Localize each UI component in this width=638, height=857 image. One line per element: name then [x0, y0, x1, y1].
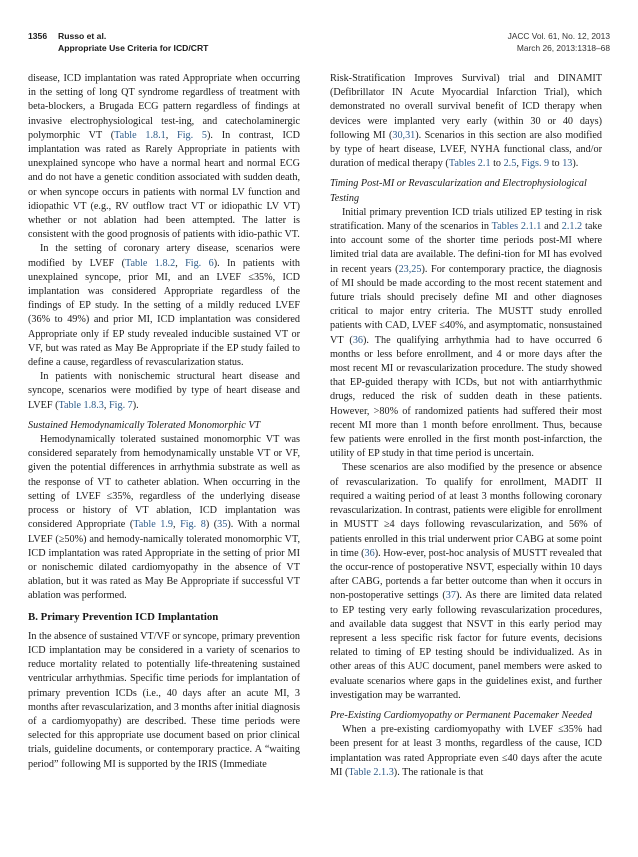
- text-run: ). In contrast, ICD implantation was rated as Rarely Appropriate in patients with unexplained syncope who have a normal heart and normal ECG and do not have a genetic condition associated with sudden death, or when syncope occurs in patients with normal LV function and idiopathic VT (e.g., RV outflow tract VT or idiopathic LV VT) whether or not ablation had been attempted. The latter is consistent with the good prognosis of patients with idio-pathic VT.: [28, 129, 301, 241]
- cross-reference-link[interactable]: Tables 2.1: [448, 158, 491, 170]
- text-run: ). How-ever, post-hoc analysis of MUSTT revealed that the occur-rence of postoperative NSVT, especially within 10 days after CABG, portends a far better outcome than when it occurs in non-postoperative settings (: [330, 547, 602, 602]
- text-run: ).: [572, 158, 579, 170]
- text-run: When a pre-existing cardiomyopathy with LVEF ≤35% had been present for at least 3 months, regardless of the cause, ICD implantation was rated Appropriate even ≤40 days after the acute MI (: [330, 724, 602, 778]
- text-run: ,: [516, 158, 522, 170]
- paragraph: [330, 72, 602, 171]
- text-run: In the setting of coronary artery disease, scenarios were modified by LVEF (: [28, 243, 300, 269]
- text-run: ). Scenarios in this section are also modified by type of heart disease, LVEF, NYHA functional class, and/or duration of medical therapy (: [330, 129, 602, 170]
- cross-reference-link[interactable]: 37: [445, 590, 456, 602]
- cross-reference-link[interactable]: Table 1.8.2: [124, 257, 176, 269]
- text-run: ).: [132, 399, 139, 411]
- cross-reference-link[interactable]: 36: [364, 547, 375, 559]
- cross-reference-link[interactable]: 2.1.2: [561, 221, 583, 233]
- section-heading: B. Primary Prevention ICD Implantation: [28, 610, 219, 623]
- paragraph: [28, 242, 300, 370]
- text-run: ). The qualifying arrhythmia had to have occurred 6 months or less before enrollment, and 4 or more days after the most recent MI or revascularization procedure. The study showed that EP-guided therapy with ICDs, but not with antiarrhythmic drugs, reduced the risk of sudden death in these patients. However, >80% of randomized patients had suffered their most recent MI more than 1 month before enrollment. Thus, because few patients were enrolled in the first month post-infarction, the utility of EP study in that time period is uncertain.: [330, 334, 602, 460]
- text-run: Initial primary prevention ICD trials utilized EP testing in risk stratification. Many of the scenarios in: [330, 206, 602, 233]
- text-run: These scenarios are also modified by the presence or absence of revascularization. To qualify for enrollment, MADIT II required a waiting period of at least 3 months following coronary revascularization. In contrast, patients were eligible for enrollment in MUSTT ≥4 days following revascularization, and 56% of patients enrolled in this trial underwent prior CABG at some point in time (: [330, 462, 602, 559]
- text-run: ). With a normal LVEF (≥50%) and hemody-namically tolerated monomorphic VT, ICD implantation was rated Appropriate in the setting of prior MI or nonischemic dilated cardiomyopathy in the absence of VT ablation, but it was rated as May Be Appropriate if successful VT ablation was performed.: [28, 519, 300, 602]
- paragraph: [330, 206, 602, 462]
- text-run: ). For contemporary practice, the diagnosis of MI should be made according to the most recent statement and future trials should precisely define MI and other diagnoses critical to major entry criteria. The MUSTT study enrolled patients with CAD, LVEF ≤40%, and asymptomatic, nonsustained VT (: [330, 263, 602, 346]
- text-run: ,: [172, 519, 181, 531]
- text-run: to: [549, 158, 563, 170]
- cross-reference-link[interactable]: Table 1.9: [133, 519, 173, 531]
- cross-reference-link[interactable]: Table 1.8.1: [114, 129, 166, 141]
- text-run: Hemodynamically tolerated sustained monomorphic VT was considered separately from hemodynamically unstable VT or VF, given the potential differences in arrhythmia substrate as well as the response of VT to catheter ablation. When occurring in the setting of LVEF ≤35%, regardless of the underlying disease process or history of VT ablation, ICD implantation was considered Appropriate (: [28, 434, 300, 531]
- text-run: and: [541, 221, 562, 233]
- cross-reference-link[interactable]: 13: [562, 158, 573, 170]
- cross-reference-link[interactable]: Fig. 6: [185, 257, 214, 269]
- cross-reference-link[interactable]: 35: [217, 519, 228, 531]
- running-header-right: [508, 31, 610, 54]
- text-run: ). In patients with unexplained syncope, prior MI, and an LVEF ≤35%, ICD implantation was considered Appropriate regardless of the findings of EP study. In the setting of a mildly reduced LVEF (36% to 49%) and prior MI, ICD implantation was considered Appropriate only if EP study revealed inducible sustained VT or VF, but was rated as May Be Appropriate if the EP study failed to define a cause, regardless of revascularization status.: [28, 257, 300, 369]
- cross-reference-link[interactable]: Table 1.8.3: [58, 399, 104, 411]
- subsection-heading: Pre-Existing Cardiomyopathy or Permanent Pacemaker Needed: [330, 709, 593, 721]
- text-run: disease, ICD implantation was rated Appropriate when occurring in the setting of long QT syndrome regardless of treatment with beta-blockers, a Brugada ECG pattern regardless of findings at invasive electrophysiological test-ing, and catecholaminergic polymorphic VT (: [28, 73, 300, 141]
- paragraph: [28, 630, 300, 772]
- text-run: Risk-Stratification Improves Survival) trial and DINAMIT (Defibrillator IN Acute Myocardial Infarction Trial), which demonstrated no overall survival benefit of ICD therapy when devices were implanted very early (within 30 or 40 days) following MI (: [330, 73, 602, 141]
- cross-reference-link[interactable]: Fig. 5: [177, 129, 208, 141]
- text-run: ,: [165, 129, 178, 141]
- text-run: to: [490, 158, 504, 170]
- cross-reference-link[interactable]: 36: [352, 334, 364, 346]
- cross-reference-link[interactable]: 2.5: [503, 158, 517, 170]
- text-run: ). As there are limited data related to EP testing very early following revascularization procedures, and available data suggest that NSVT in this early period may represent a less specific risk factor for future events, decisions related to timing of EP testing should be individualized. As in other areas of this AUC document, panel members were asked to evaluate scenarios where gaps in the guidelines exist, and further investigation may be warranted.: [330, 590, 602, 701]
- right-column: [330, 72, 602, 780]
- cross-reference-link[interactable]: Figs. 9: [521, 158, 550, 170]
- paragraph: [330, 461, 602, 702]
- paragraph: [28, 370, 300, 413]
- text-run: ) (: [205, 519, 218, 531]
- text-run: take into account some of the shorter time periods post-MI where limited trial data are available. The defini-tion for MI has evolved in recent years (: [330, 221, 602, 275]
- paragraph: [28, 72, 300, 242]
- cross-reference-link[interactable]: Fig. 7: [108, 399, 133, 411]
- page-number: 1356: [28, 31, 48, 41]
- text-run: In the absence of sustained VT/VF or syncope, primary prevention ICD implantation may be considered in a variety of scenarios to reduce mortality related to potentially life-threatening sustained ventricular arrhythmias. Specific time periods for implantation of primary prevention ICDs (i.e., 40 days after an acute MI, 3 months after revascularization, and 3 months after initial diagnosis of a cardiomyopathy) are described. These time periods were selected for this appropriate use document based on prior clinical trials, guideline documents, or contemporary practice. A “waiting period” following MI is supported by the IRIS (Immediate: [28, 630, 300, 770]
- cross-reference-link[interactable]: Fig. 8: [180, 519, 206, 531]
- left-column: [28, 72, 300, 772]
- subsection-heading: Sustained Hemodynamically Tolerated Monomorphic VT: [28, 419, 261, 431]
- header-authors: Russo et al.: [58, 31, 107, 41]
- cross-reference-link[interactable]: 23,25: [398, 263, 422, 275]
- cross-reference-link[interactable]: Table 2.1.3: [348, 766, 394, 778]
- journal-citation: JACC Vol. 61, No. 12, 2013: [507, 31, 610, 41]
- paragraph: [330, 723, 602, 780]
- subsection-heading: Timing Post-MI or Revascularization and Electrophysiological Testing: [330, 178, 587, 204]
- cross-reference-link[interactable]: 30,31: [392, 129, 416, 141]
- issue-date-pages: March 26, 2013:1318–68: [516, 42, 610, 53]
- text-run: In patients with nonischemic structural heart disease and syncope, scenarios were modified by type of heart disease and LVEF (: [28, 371, 300, 411]
- text-run: ). The rationale is that: [393, 766, 484, 778]
- paragraph: [28, 433, 300, 603]
- running-header-left: [28, 31, 208, 54]
- text-run: ,: [175, 257, 186, 269]
- cross-reference-link[interactable]: Tables 2.1.1: [491, 221, 542, 233]
- text-run: ,: [103, 399, 109, 411]
- running-title: Appropriate Use Criteria for ICD/CRT: [58, 42, 209, 53]
